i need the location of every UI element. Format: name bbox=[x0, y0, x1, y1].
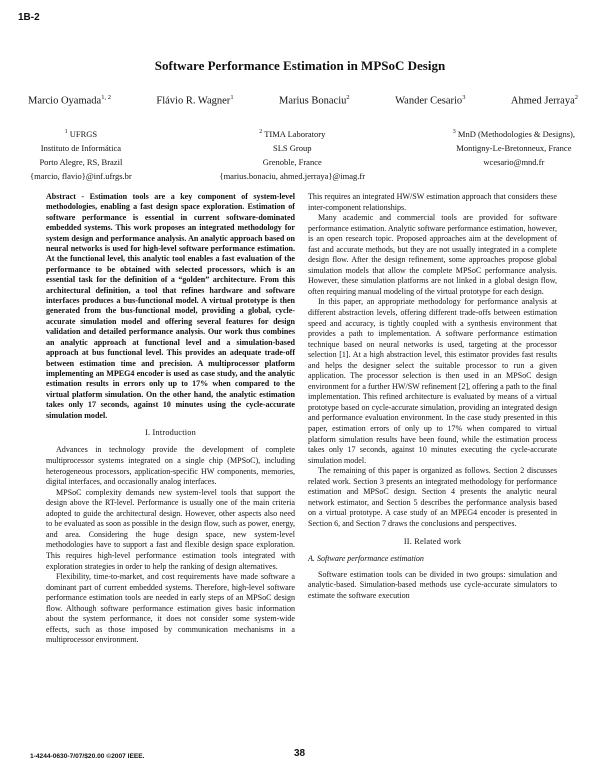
paragraph: Software estimation tools can be divided in two groups: simulation and analytic-based. Simulation-based methods use cycle-accurate simulators to estimate the software execution bbox=[308, 569, 557, 600]
affiliation-tima: $^2$ TIMA Laboratory SLS Group Grenoble, France {marius.bonaciu, ahmed.jerraya}@imag.fr bbox=[219, 128, 366, 181]
author: Wander Cesario$^3$ bbox=[395, 94, 466, 107]
abstract: Abstract - Estimation tools are a key component of system-level methodologies, enabling a fast design space exploration. Estimation of software performance is essential in current software-dominated embedded systems. This work proposes an integrated methodology for system design and performance analysis. An analytic approach based on neural networks is used for high-level software performance estimation. At the functional level, this analytic tool enables a fast evaluation of the performance to be obtained with selected processors, which is an essential task for the definition of a “golden” architecture. From this architectural definition, a tool that refines hardware and software interfaces produces a bus-functional model. A virtual prototype is then generated from the bus-functional model, providing a global, cycle-accurate simulation model and offering several features for design validation and detailed performance analysis. Our work thus combines an analytic approach at functional level and a simulation-based approach at bus functional level. This provides an adequate trade-off between estimation time and precision. A multiprocessor platform implementing an MPEG4 encoder is used as case study, and the analytic estimation results in errors only up to 17% when compared to the virtual platform simulation. On the other hand, the analytic estimation takes only 17 seconds, against 10 minutes using the cycle-accurate simulation model. bbox=[46, 192, 295, 420]
right-column bbox=[308, 192, 557, 601]
paragraph: Flexibility, time-to-market, and cost requirements have made software a dominant part of current embedded systems. Therefore, high-level software performance estimation tools are needed in early steps of an MPSoC design flow. Although software performance estimation gives basic information about the system performance, it does not consider some system-wide effects, such as those imposed by communication mechanisms in a multiprocessor environment. bbox=[46, 572, 295, 645]
paragraph: In this paper, an appropriate methodology for performance analysis at different abstraction levels, offering different trade-offs between estimation speed and accuracy, is tightly coupled with a synthesis environment that provides a path to implementation. A software performance estimation technique based on neural networks is used, targeting at the processor selection [1]. At a high abstraction level, this estimator provides fast results and helps the designer select the suitable processor to run a given application. The processor selection is then used in an MPSoC design environment for a further HW/SW refinement [2], offering a path to the final implementation. This refined architecture is evaluated by means of a virtual prototype based on cycle-accurate simulation, providing an integrated design and performance evaluation environment. In the case study presented in this paper, estimation errors of only up to 17% when compared to virtual platform simulation results have been found, while the estimation process takes only 17 seconds, against 10 minutes executing the cycle-accurate simulation model. bbox=[308, 297, 557, 465]
section-heading-introduction: I. Introduction bbox=[145, 427, 196, 437]
paragraph: The remaining of this paper is organized as follows. Section 2 discusses related work. Section 3 presents an integrated methodology for performance estimation and MPSoC design. Section 4 presents the analytic neural network estimator, and Section 5 describes the performance analysis based on a virtual prototype. A case study of an MPEG4 encoder is presented in Section 6, and Section 7 draws the conclusions and perspectives. bbox=[308, 466, 557, 528]
affiliations bbox=[30, 125, 575, 183]
session-tag: 1B-2 bbox=[18, 12, 40, 23]
author: Marcio Oyamada$^{1, 2}$ bbox=[28, 94, 111, 107]
section-heading-related-work: II. Related work bbox=[403, 536, 462, 546]
paragraph: This requires an integrated HW/SW estimation approach that considers these inter-component relationships. bbox=[308, 192, 557, 212]
left-column bbox=[46, 192, 295, 646]
subsection-heading: A. Software performance estimation bbox=[308, 554, 424, 564]
paper-title: Software Performance Estimation in MPSoC Design bbox=[154, 58, 446, 73]
paragraph: MPSoC complexity demands new system-level tools that support the design above the RT-level. Performance is usually one of the main criteria adopted to guide the architectural design. However, other aspects also need to be evaluated as soon as possible in the design flow, such as power, energy, and area. Considering the huge design space, new system-level methodologies have to support a fast and flexible design space exploration. This requires high-level performance estimation tools integrated with exploration strategies in order to help the ranking of design alternatives. bbox=[46, 487, 295, 571]
paragraph: Many academic and commercial tools are provided for software performance estimation. Analytic software performance estimation, however, is an open research topic. Proposed approaches aim at the development of fast and accurate methods, but they are not usually integrated in a complete design flow. After the design refinement, some approaches propose global simulation models that allow the complete MPSoC performance analysis. However, these simulation platforms are not linked in a global design flow, often requiring manual modeling of the virtual prototype for each design. bbox=[308, 213, 557, 296]
author-list bbox=[28, 94, 578, 107]
affiliation-ufrgs: $^1$ UFRGS Instituto de Informática Porto Alegre, RS, Brazil {marcio, flavio}@inf.ufrgs.br bbox=[30, 128, 132, 181]
author: Flávio R. Wagner$^1$ bbox=[156, 94, 234, 107]
page-number: 38 bbox=[294, 748, 306, 759]
paragraph: Advances in technology provide the development of complete multiprocessor systems integrated on a single chip (MPSoC), including heterogeneous processors, application-specific HW components, memories, digital interfaces, and occasionally analog interfaces. bbox=[46, 445, 295, 487]
author: Ahmed Jerraya$^2$ bbox=[510, 94, 578, 107]
author: Marius Bonaciu$^2$ bbox=[279, 94, 350, 107]
affiliation-mnd: $^3$ MnD (Methodologies & Designs), Montigny-Le-Bretonneux, France wcesario@mnd.fr bbox=[452, 128, 575, 167]
copyright-footer: 1-4244-0630-7/07/$20.00 ©2007 IEEE. bbox=[30, 753, 145, 760]
